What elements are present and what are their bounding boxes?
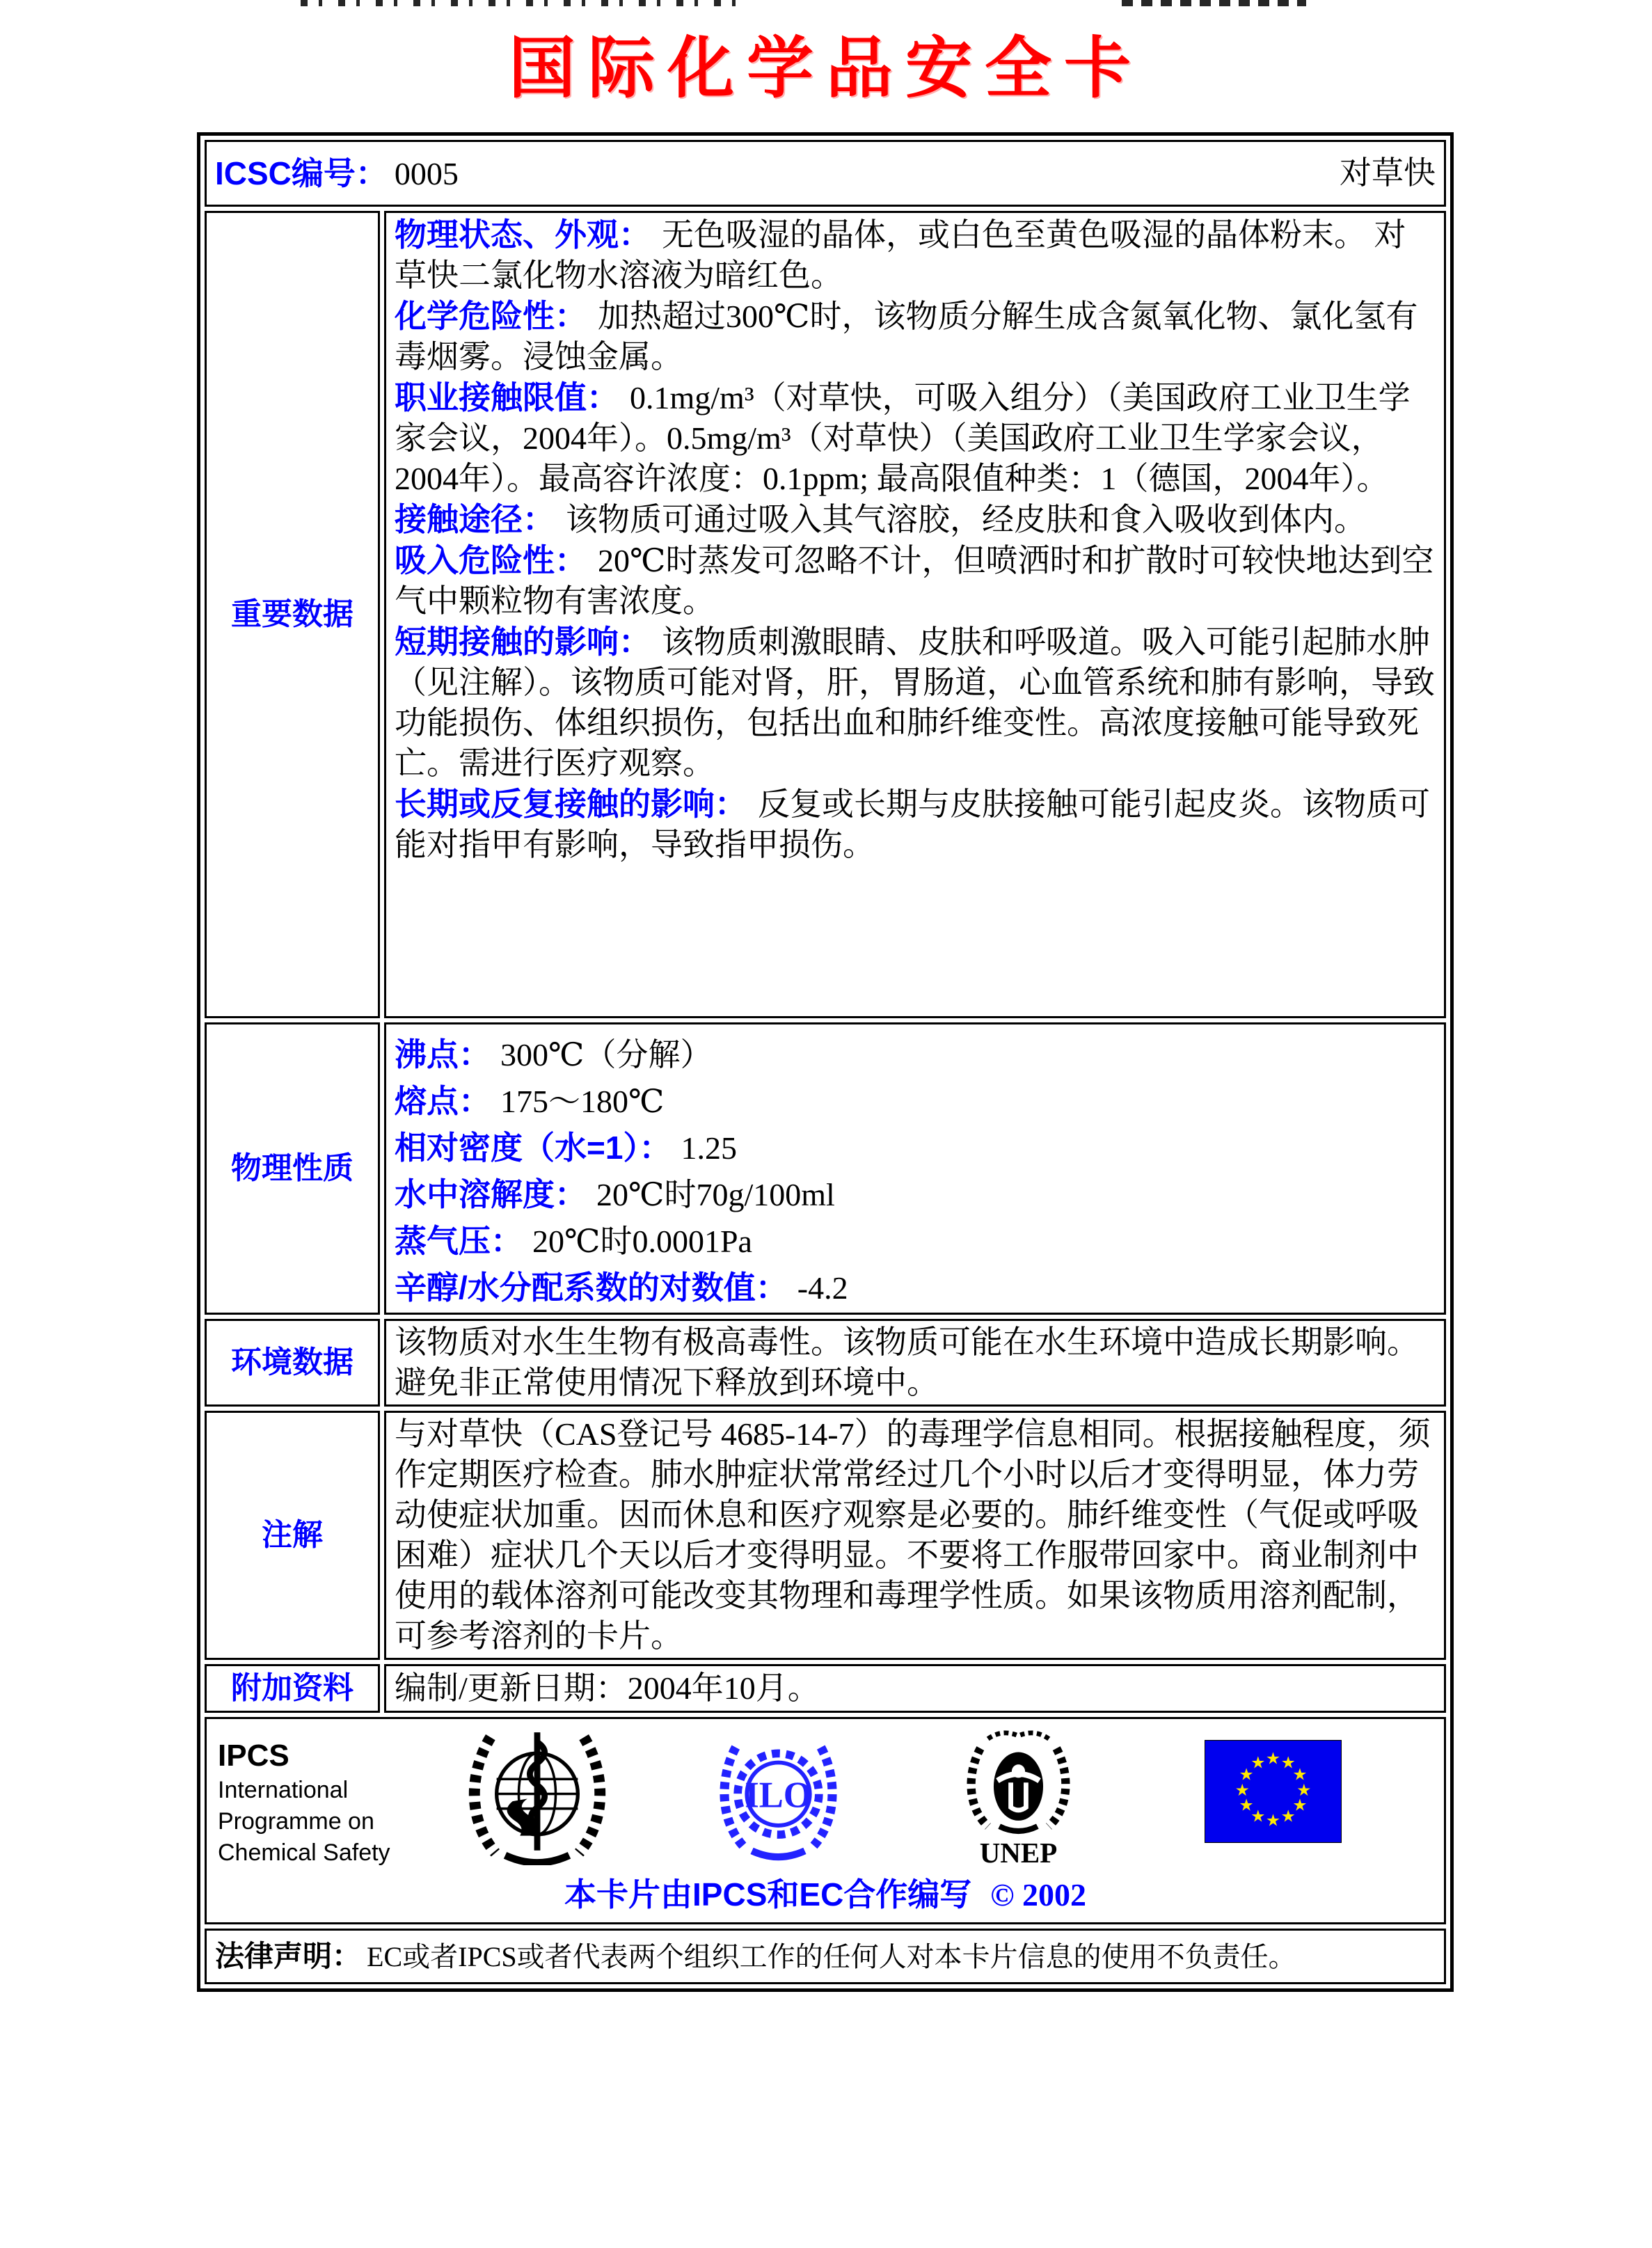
svg-text:★: ★ [1234, 1780, 1250, 1800]
unep-logo [961, 1727, 1076, 1870]
field-label: 长期或反复接触的影响： [395, 786, 747, 822]
svg-text:★: ★ [1239, 1795, 1254, 1815]
field-text: 无色吸湿的晶体，或白色至黄色吸湿的晶体粉末。 对草快二氯化物水溶液为暗红色。 [395, 217, 1406, 293]
notes-label: 注解 [205, 1411, 380, 1660]
icsc-number [215, 153, 459, 194]
caption-text: 本卡片由IPCS和EC合作编写 [564, 1876, 972, 1913]
card-caption [218, 1876, 1433, 1914]
property-label: 蒸气压： [395, 1223, 523, 1259]
important-data-content [384, 211, 1446, 1018]
additional-info-row [205, 1664, 1446, 1713]
field-text: 20℃时蒸发可忽略不计，但喷洒时和扩散时可较快地达到空气中颗粒物有害浓度。 [395, 543, 1434, 619]
ipcs-line: Programme on [218, 1808, 374, 1835]
notes-text: 与对草快（CAS登记号 4685-14-7）的毒理学信息相同。根据接触程度，须作定期医疗检查。肺水肿症状常常经过几个小时以后才变得明显，体力劳动使症状加重。因而休息和医疗观察是必要的。肺纤维变性（气促或呼吸困难）症状几个天以后才变得明显。不要将工作服带回家中。商业制剂中使用的载体溶剂可能改变其物理和毒理学性质。如果该物质用溶剂配制，可参考溶剂的卡片。 [395, 1416, 1431, 1654]
logos-row [205, 1717, 1446, 1924]
svg-text:★: ★ [1265, 1748, 1281, 1768]
field-text: 加热超过300℃时，该物质分解生成含氮氧化物、氯化氢有毒烟雾。浸蚀金属。 [395, 299, 1418, 374]
notes-content [384, 1411, 1446, 1660]
property-label: 辛醇/水分配系数的对数值： [395, 1269, 788, 1306]
who-logo [461, 1727, 613, 1865]
important-paragraph [395, 540, 1436, 622]
copyright-text: © 2002 [990, 1877, 1086, 1913]
important-paragraph [395, 214, 1436, 296]
physical-properties-label: 物理性质 [205, 1022, 380, 1315]
important-paragraph [395, 296, 1436, 377]
important-data-label: 重要数据 [205, 211, 380, 1018]
environmental-data-label: 环境数据 [205, 1319, 380, 1407]
important-data-row [205, 211, 1446, 1018]
field-text: 该物质可通过吸入其气溶胶，经皮肤和食入吸收到体内。 [566, 502, 1366, 537]
property-value: 300℃（分解） [500, 1037, 713, 1072]
icsc-card-table [197, 132, 1454, 1992]
clipped-text-fragment [301, 0, 749, 6]
ipcs-line: Chemical Safety [218, 1839, 390, 1866]
important-paragraph [395, 499, 1436, 540]
svg-text:★: ★ [1250, 1806, 1266, 1826]
additional-info-text: 编制/更新日期：2004年10月。 [395, 1670, 820, 1706]
additional-info-label: 附加资料 [205, 1664, 380, 1713]
svg-text:★: ★ [1239, 1764, 1254, 1784]
environmental-data-text: 该物质对水生生物有极高毒性。该物质可能在水生环境中造成长期影响。避免非正常使用情况下释放到环境中。 [395, 1324, 1419, 1400]
header-row [205, 140, 1446, 207]
card-header-cell [205, 140, 1446, 207]
page-title: 国际化学品安全卡 [509, 31, 1143, 106]
environmental-data-row [205, 1319, 1446, 1407]
logos-cell [205, 1717, 1446, 1924]
field-text: 0.1mg/m³（对草快，可吸入组分）（美国政府工业卫生学家会议，2004年）。0.5mg/m³（对草快）（美国政府工业卫生学家会议，2004年）。最高容许浓度：0.1ppm; 最高限值种类：1（德国，2004年）。 [395, 380, 1411, 496]
legal-row [205, 1929, 1446, 1984]
legal-cell [205, 1929, 1446, 1984]
ipcs-text-block [218, 1737, 406, 1869]
property-line [395, 1218, 1436, 1265]
svg-text:★: ★ [1292, 1764, 1308, 1784]
ilo-letters: ILO [745, 1775, 812, 1816]
important-paragraph [395, 622, 1436, 784]
field-label: 吸入危险性： [395, 542, 587, 578]
field-text: 反复或长期与皮肤接触可能引起皮炎。该物质可能对指甲有影响，导致指甲损伤。 [395, 786, 1430, 862]
svg-text:★: ★ [1296, 1780, 1312, 1800]
additional-info-content [384, 1664, 1446, 1713]
property-value: 20℃时70g/100ml [596, 1177, 835, 1212]
legal-text: EC或者IPCS或者代表两个组织工作的任何人对本卡片信息的使用不负责任。 [367, 1940, 1296, 1972]
svg-text:★: ★ [1265, 1810, 1281, 1830]
icsc-number-label: ICSC编号： [215, 155, 388, 191]
physical-properties-row [205, 1022, 1446, 1315]
svg-text:★: ★ [1280, 1752, 1296, 1773]
ilo-logo [717, 1733, 839, 1865]
property-value: 20℃时0.0001Pa [532, 1224, 752, 1259]
property-value: -4.2 [797, 1270, 848, 1306]
svg-text:★: ★ [1292, 1795, 1308, 1815]
property-label: 熔点： [395, 1083, 491, 1119]
icsc-number-value: 0005 [394, 155, 459, 191]
physical-properties-content [384, 1022, 1446, 1315]
ipcs-line: International [218, 1777, 349, 1803]
svg-text:★: ★ [1280, 1806, 1296, 1826]
unep-letters: UNEP [979, 1837, 1058, 1869]
important-paragraph [395, 377, 1436, 499]
field-label: 接触途径： [395, 501, 555, 537]
eu-flag [1205, 1740, 1342, 1843]
field-label: 短期接触的影响： [395, 624, 651, 660]
chemical-name: 对草快 [1340, 155, 1436, 191]
property-label: 沸点： [395, 1036, 491, 1072]
ipcs-acronym: IPCS [218, 1739, 289, 1773]
field-text: 该物质刺激眼睛、皮肤和呼吸道。吸入可能引起肺水肿（见注解）。该物质可能对肾，肝，胃肠道，心血管系统和肺有影响，导致功能损伤、体组织损伤，包括出血和肺纤维变性。高浓度接触可能导致死亡。需进行医疗观察。 [395, 624, 1435, 781]
property-value: 175～180℃ [500, 1084, 665, 1119]
legal-label: 法律声明： [215, 1939, 362, 1972]
property-line [395, 1265, 1436, 1311]
property-value: 1.25 [681, 1130, 737, 1166]
property-line [395, 1031, 1436, 1078]
important-paragraph [395, 784, 1436, 865]
svg-text:★: ★ [1250, 1752, 1266, 1773]
clipped-text-fragment [1122, 0, 1306, 6]
field-label: 化学危险性： [395, 298, 587, 334]
property-line [395, 1078, 1436, 1125]
environmental-data-content [384, 1319, 1446, 1407]
property-label: 水中溶解度： [395, 1176, 587, 1212]
field-label: 物理状态、外观： [395, 216, 651, 253]
field-label: 职业接触限值： [395, 379, 619, 415]
notes-row [205, 1411, 1446, 1660]
property-line [395, 1171, 1436, 1218]
property-label: 相对密度（水=1）： [395, 1130, 672, 1166]
property-line [395, 1125, 1436, 1171]
